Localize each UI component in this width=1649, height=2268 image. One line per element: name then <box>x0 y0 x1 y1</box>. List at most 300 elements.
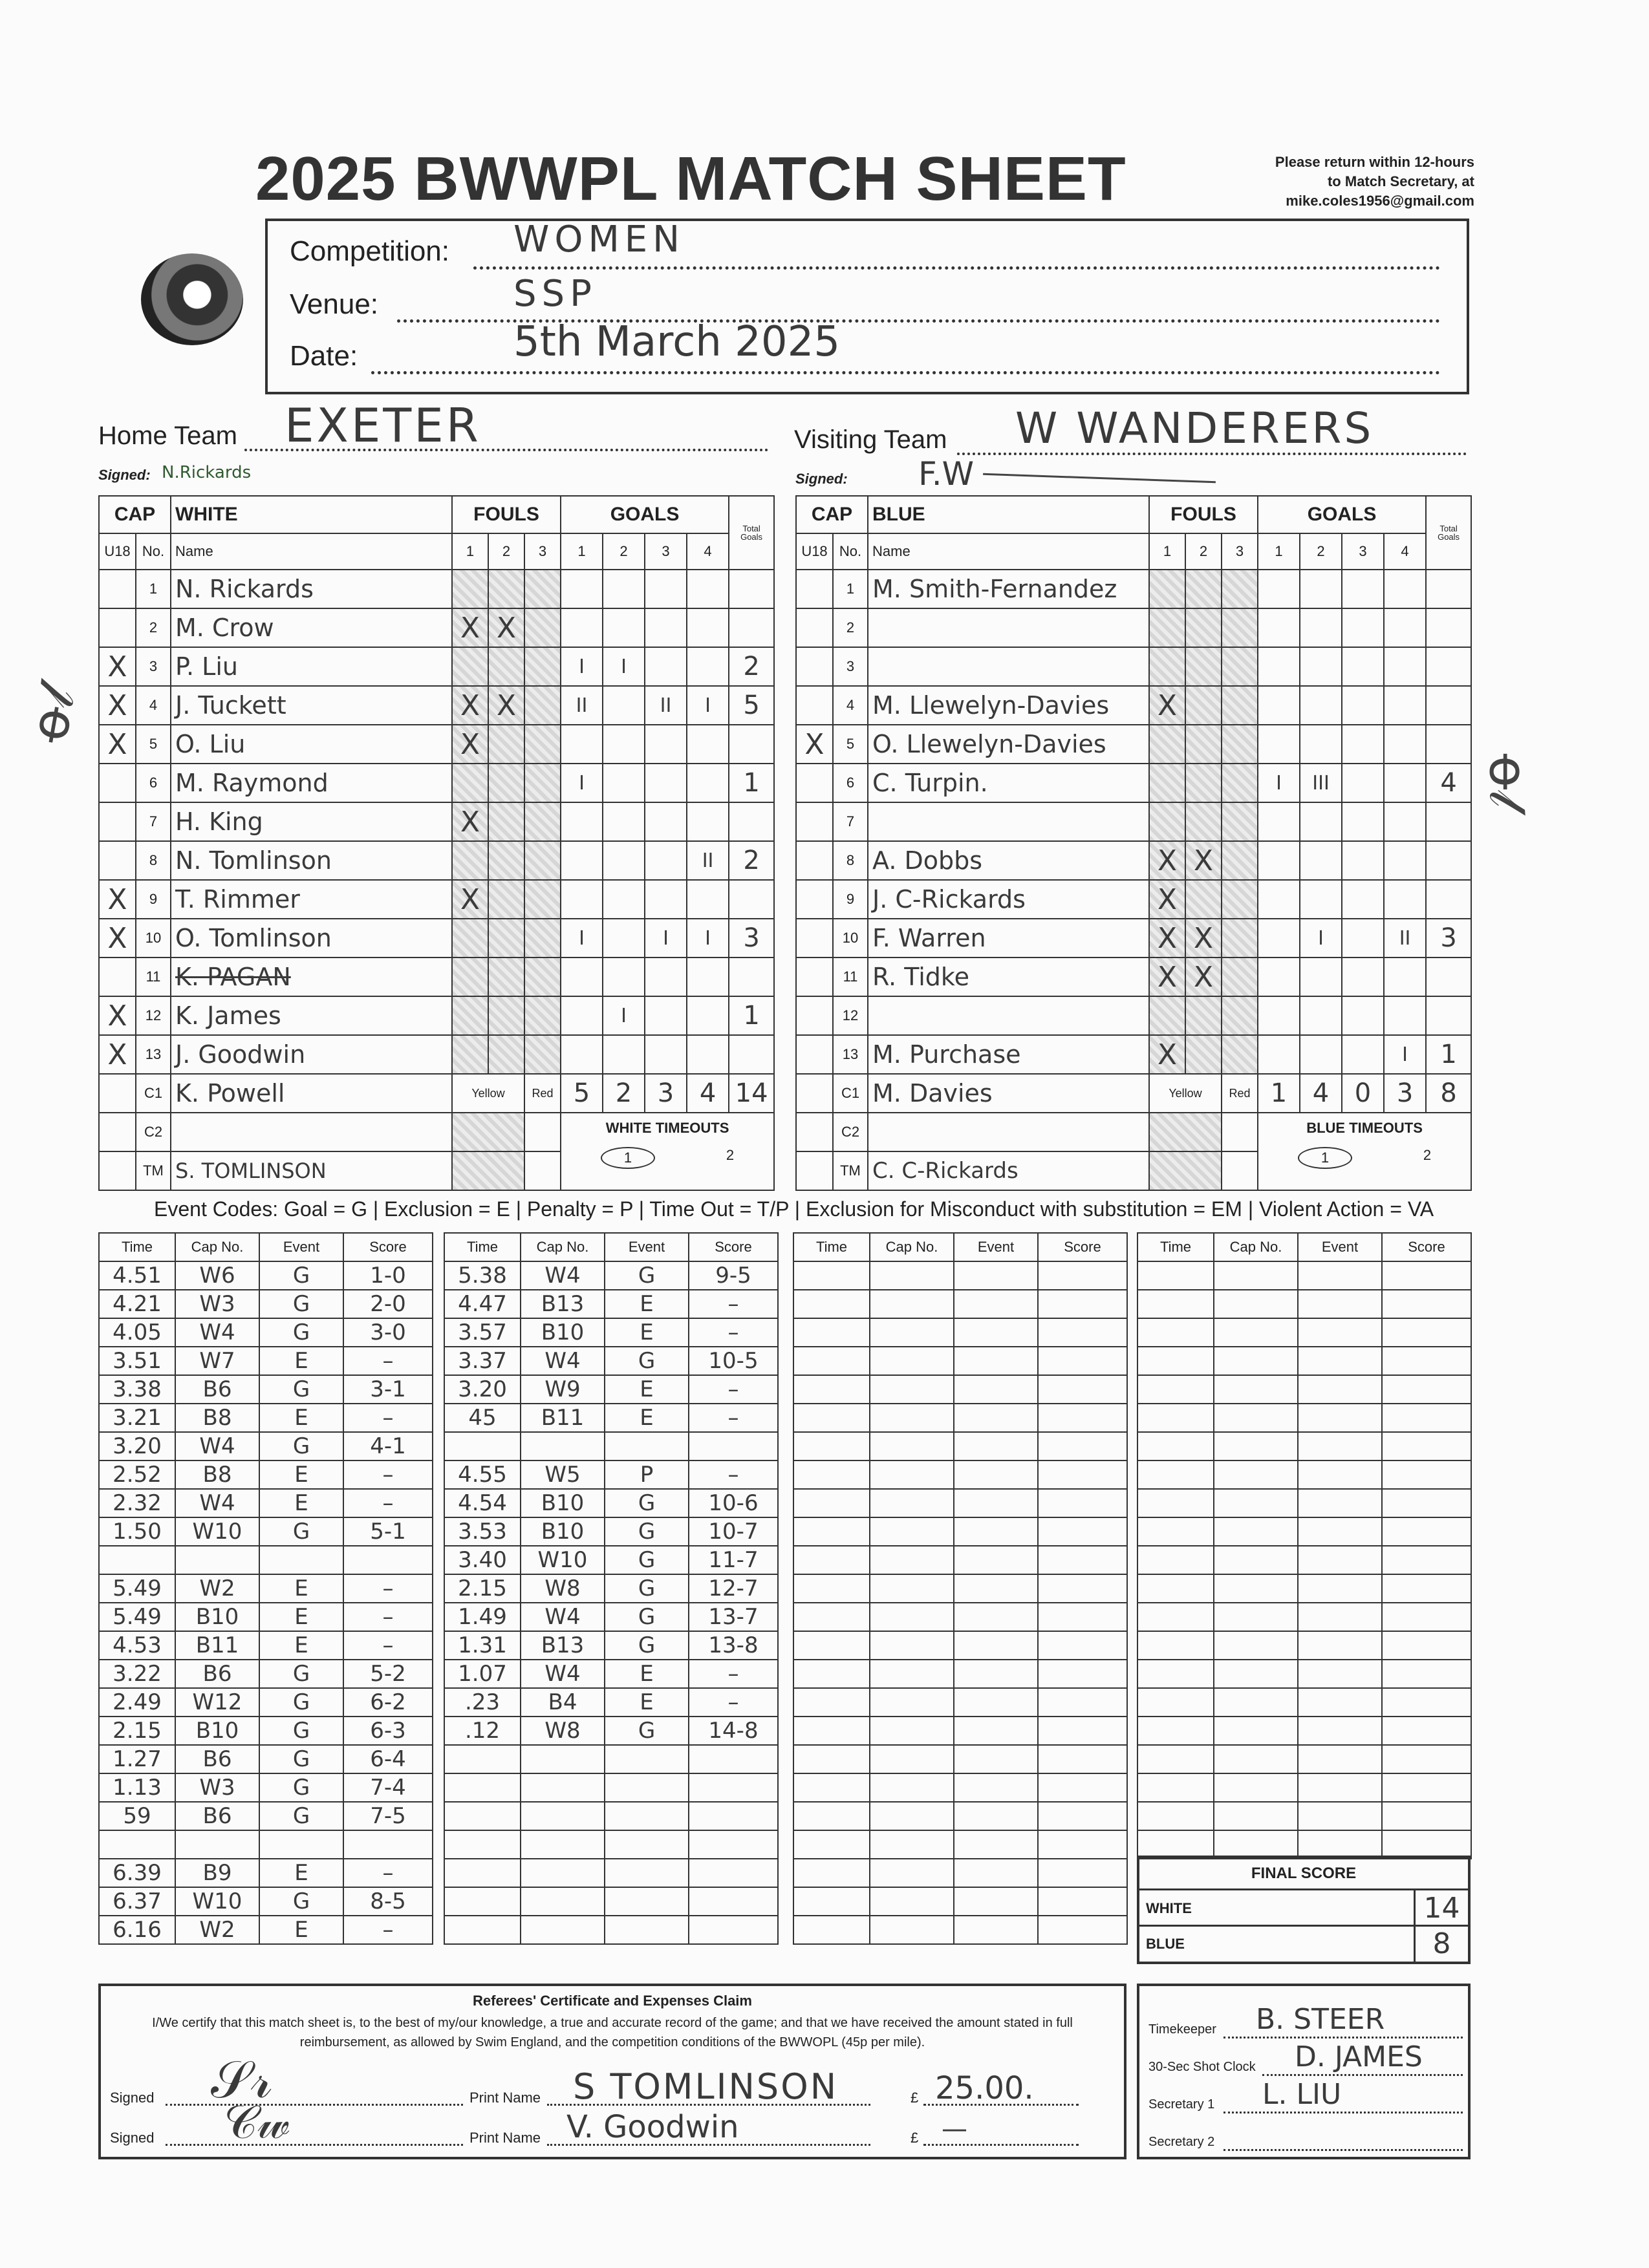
foul-2[interactable]: X <box>1185 919 1222 957</box>
event-code[interactable] <box>605 1745 689 1773</box>
foul-1[interactable] <box>452 919 488 957</box>
event-time[interactable] <box>793 1859 870 1887</box>
foul-3[interactable] <box>1222 764 1258 802</box>
goals-period-4[interactable] <box>687 647 729 686</box>
event-code[interactable]: E <box>605 1375 689 1404</box>
foul-1[interactable]: X <box>1149 957 1185 996</box>
event-score[interactable]: 6-4 <box>343 1745 433 1773</box>
event-time[interactable] <box>1137 1318 1214 1347</box>
event-cap-no[interactable] <box>870 1916 954 1944</box>
event-time[interactable]: 2.52 <box>99 1460 175 1489</box>
event-cap-no[interactable]: B11 <box>521 1404 605 1432</box>
event-time[interactable] <box>1137 1688 1214 1717</box>
event-code[interactable] <box>605 1916 689 1944</box>
event-code[interactable]: G <box>605 1546 689 1574</box>
goals-period-1[interactable] <box>1258 841 1300 880</box>
event-score[interactable] <box>1038 1745 1127 1773</box>
event-time[interactable] <box>1137 1830 1214 1859</box>
event-time[interactable] <box>793 1574 870 1603</box>
event-score[interactable]: – <box>343 1631 433 1660</box>
event-cap-no[interactable] <box>870 1290 954 1318</box>
goals-period-4[interactable] <box>1384 686 1426 725</box>
event-cap-no[interactable]: W3 <box>175 1290 259 1318</box>
goals-period-1[interactable] <box>561 1035 603 1074</box>
goals-period-4[interactable] <box>1384 570 1426 608</box>
foul-1[interactable] <box>452 841 488 880</box>
event-code[interactable]: G <box>259 1688 343 1717</box>
goals-period-2[interactable] <box>1300 957 1342 996</box>
foul-1[interactable]: X <box>452 802 488 841</box>
event-cap-no[interactable] <box>1214 1688 1298 1717</box>
event-code[interactable] <box>1298 1489 1382 1517</box>
event-cap-no[interactable] <box>175 1546 259 1574</box>
event-time[interactable]: 4.05 <box>99 1318 175 1347</box>
u18-mark[interactable] <box>99 764 136 802</box>
event-score[interactable] <box>1038 1688 1127 1717</box>
foul-3[interactable] <box>524 725 561 764</box>
goals-period-2[interactable] <box>603 880 645 919</box>
event-score[interactable]: 8-5 <box>343 1887 433 1916</box>
event-time[interactable] <box>1137 1802 1214 1830</box>
player-total-goals[interactable] <box>1426 647 1471 686</box>
event-cap-no[interactable] <box>870 1318 954 1347</box>
white-period-4-total[interactable]: 4 <box>687 1074 729 1113</box>
event-time[interactable] <box>793 1318 870 1347</box>
event-cap-no[interactable]: B13 <box>521 1631 605 1660</box>
event-cap-no[interactable]: W2 <box>175 1916 259 1944</box>
event-time[interactable] <box>444 1887 521 1916</box>
u18-mark[interactable]: X <box>99 996 136 1035</box>
event-score[interactable]: 4-1 <box>343 1432 433 1460</box>
event-code[interactable]: E <box>259 1347 343 1375</box>
home-team-value[interactable]: EXETER <box>285 398 481 453</box>
event-code[interactable]: G <box>605 1517 689 1546</box>
event-code[interactable]: G <box>259 1318 343 1347</box>
event-score[interactable] <box>1382 1574 1471 1603</box>
goals-period-4[interactable]: II <box>687 841 729 880</box>
event-code[interactable] <box>1298 1546 1382 1574</box>
event-score[interactable] <box>1038 1375 1127 1404</box>
foul-3[interactable] <box>524 802 561 841</box>
event-code[interactable] <box>1298 1460 1382 1489</box>
event-cap-no[interactable] <box>870 1261 954 1290</box>
event-score[interactable]: 9-5 <box>689 1261 778 1290</box>
event-code[interactable]: G <box>605 1574 689 1603</box>
event-cap-no[interactable] <box>870 1859 954 1887</box>
event-code[interactable] <box>605 1887 689 1916</box>
player-name[interactable] <box>868 802 1149 841</box>
blue-period-4-total[interactable]: 3 <box>1384 1074 1426 1113</box>
event-time[interactable] <box>1137 1603 1214 1631</box>
event-cap-no[interactable] <box>1214 1404 1298 1432</box>
foul-1[interactable]: X <box>452 880 488 919</box>
u18-mark[interactable] <box>796 802 833 841</box>
player-total-goals[interactable] <box>1426 608 1471 647</box>
event-code[interactable] <box>954 1745 1038 1773</box>
player-total-goals[interactable]: 3 <box>1426 919 1471 957</box>
goals-period-3[interactable] <box>1342 570 1384 608</box>
player-total-goals[interactable]: 2 <box>729 841 774 880</box>
event-score[interactable]: – <box>343 1347 433 1375</box>
event-code[interactable] <box>954 1404 1038 1432</box>
goals-period-1[interactable] <box>561 608 603 647</box>
event-score[interactable]: – <box>343 1404 433 1432</box>
player-name[interactable] <box>868 647 1149 686</box>
event-cap-no[interactable] <box>870 1773 954 1802</box>
event-cap-no[interactable] <box>870 1375 954 1404</box>
goals-period-2[interactable] <box>603 841 645 880</box>
event-cap-no[interactable] <box>1214 1802 1298 1830</box>
event-time[interactable] <box>444 1745 521 1773</box>
event-time[interactable] <box>793 1830 870 1859</box>
foul-2[interactable]: X <box>1185 841 1222 880</box>
event-code[interactable]: E <box>605 1660 689 1688</box>
u18-mark[interactable] <box>796 570 833 608</box>
foul-2[interactable] <box>1185 764 1222 802</box>
event-cap-no[interactable]: W8 <box>521 1574 605 1603</box>
event-cap-no[interactable]: B10 <box>175 1603 259 1631</box>
event-time[interactable] <box>793 1517 870 1546</box>
player-total-goals[interactable] <box>1426 841 1471 880</box>
white-period-3-total[interactable]: 3 <box>645 1074 687 1113</box>
foul-1[interactable] <box>1149 608 1185 647</box>
event-code[interactable] <box>1298 1717 1382 1745</box>
event-score[interactable] <box>689 1830 778 1859</box>
event-time[interactable]: 4.54 <box>444 1489 521 1517</box>
event-cap-no[interactable] <box>870 1717 954 1745</box>
event-time[interactable] <box>793 1660 870 1688</box>
u18-mark[interactable]: X <box>99 725 136 764</box>
goals-period-4[interactable] <box>687 996 729 1035</box>
event-time[interactable] <box>793 1347 870 1375</box>
player-total-goals[interactable] <box>1426 957 1471 996</box>
event-code[interactable] <box>1298 1745 1382 1773</box>
event-score[interactable]: 5-1 <box>343 1517 433 1546</box>
player-name[interactable]: J. Goodwin <box>171 1035 452 1074</box>
event-time[interactable] <box>793 1460 870 1489</box>
event-code[interactable] <box>1298 1631 1382 1660</box>
foul-1[interactable] <box>1149 725 1185 764</box>
foul-3[interactable] <box>524 1035 561 1074</box>
goals-period-4[interactable] <box>1384 996 1426 1035</box>
event-code[interactable] <box>954 1489 1038 1517</box>
goals-period-4[interactable] <box>687 957 729 996</box>
foul-2[interactable] <box>488 802 524 841</box>
event-score[interactable] <box>1382 1717 1471 1745</box>
event-score[interactable] <box>689 1859 778 1887</box>
event-time[interactable]: 4.55 <box>444 1460 521 1489</box>
player-name[interactable]: M. Smith-Fernandez <box>868 570 1149 608</box>
player-name[interactable] <box>868 608 1149 647</box>
event-code[interactable] <box>954 1859 1038 1887</box>
goals-period-2[interactable] <box>603 608 645 647</box>
event-cap-no[interactable] <box>521 1916 605 1944</box>
goals-period-1[interactable]: II <box>561 686 603 725</box>
event-score[interactable] <box>1382 1347 1471 1375</box>
event-code[interactable]: G <box>259 1290 343 1318</box>
u18-mark[interactable] <box>796 919 833 957</box>
event-cap-no[interactable]: B4 <box>521 1688 605 1717</box>
u18-mark[interactable] <box>99 570 136 608</box>
goals-period-2[interactable]: I <box>1300 919 1342 957</box>
event-code[interactable] <box>954 1660 1038 1688</box>
goals-period-1[interactable]: I <box>561 647 603 686</box>
foul-1[interactable]: X <box>1149 919 1185 957</box>
event-code[interactable]: E <box>259 1603 343 1631</box>
player-total-goals[interactable] <box>1426 880 1471 919</box>
event-cap-no[interactable]: W10 <box>175 1887 259 1916</box>
event-score[interactable] <box>1382 1802 1471 1830</box>
event-cap-no[interactable] <box>870 1631 954 1660</box>
event-code[interactable] <box>259 1830 343 1859</box>
player-name[interactable]: J. Tuckett <box>171 686 452 725</box>
event-code[interactable]: E <box>259 1631 343 1660</box>
player-name[interactable]: O. Tomlinson <box>171 919 452 957</box>
foul-2[interactable] <box>488 764 524 802</box>
event-time[interactable]: 1.27 <box>99 1745 175 1773</box>
white-timeout-2[interactable]: 2 <box>726 1147 735 1163</box>
event-cap-no[interactable]: W10 <box>521 1546 605 1574</box>
red-card-cell[interactable] <box>1222 1113 1258 1151</box>
foul-2[interactable] <box>488 996 524 1035</box>
foul-2[interactable] <box>1185 1035 1222 1074</box>
goals-period-4[interactable]: I <box>687 686 729 725</box>
event-score[interactable] <box>1038 1318 1127 1347</box>
event-score[interactable] <box>1382 1318 1471 1347</box>
competition-value[interactable]: WOMEN <box>513 219 685 261</box>
foul-3[interactable] <box>1222 880 1258 919</box>
goals-period-4[interactable]: I <box>1384 1035 1426 1074</box>
event-score[interactable] <box>1382 1261 1471 1290</box>
event-cap-no[interactable] <box>1214 1432 1298 1460</box>
event-time[interactable]: 6.39 <box>99 1859 175 1887</box>
event-code[interactable]: E <box>605 1290 689 1318</box>
event-code[interactable] <box>954 1432 1038 1460</box>
event-cap-no[interactable] <box>521 1773 605 1802</box>
player-name[interactable]: M. Crow <box>171 608 452 647</box>
referee-1-amount[interactable]: 25.00. <box>935 2070 1034 2106</box>
event-time[interactable] <box>99 1546 175 1574</box>
event-code[interactable] <box>954 1802 1038 1830</box>
foul-1[interactable] <box>452 957 488 996</box>
player-name[interactable]: O. Llewelyn-Davies <box>868 725 1149 764</box>
event-code[interactable]: G <box>605 1631 689 1660</box>
foul-3[interactable] <box>1222 725 1258 764</box>
event-time[interactable]: 3.20 <box>444 1375 521 1404</box>
event-time[interactable] <box>793 1261 870 1290</box>
event-time[interactable]: 3.57 <box>444 1318 521 1347</box>
event-cap-no[interactable]: B6 <box>175 1802 259 1830</box>
goals-period-2[interactable] <box>1300 725 1342 764</box>
event-code[interactable] <box>1298 1688 1382 1717</box>
event-cap-no[interactable]: W4 <box>521 1261 605 1290</box>
foul-3[interactable] <box>1222 841 1258 880</box>
foul-3[interactable] <box>1222 802 1258 841</box>
event-time[interactable] <box>793 1773 870 1802</box>
event-score[interactable] <box>1038 1802 1127 1830</box>
player-total-goals[interactable]: 1 <box>729 764 774 802</box>
event-cap-no[interactable]: W6 <box>175 1261 259 1290</box>
event-score[interactable] <box>1038 1603 1127 1631</box>
event-cap-no[interactable]: W4 <box>521 1347 605 1375</box>
player-name[interactable]: P. Liu <box>171 647 452 686</box>
event-code[interactable]: G <box>605 1489 689 1517</box>
u18-mark[interactable]: X <box>99 919 136 957</box>
foul-3[interactable] <box>524 996 561 1035</box>
foul-3[interactable] <box>524 764 561 802</box>
goals-period-3[interactable] <box>1342 919 1384 957</box>
event-time[interactable]: 5.49 <box>99 1603 175 1631</box>
event-cap-no[interactable]: W4 <box>175 1432 259 1460</box>
player-name[interactable]: T. Rimmer <box>171 880 452 919</box>
event-cap-no[interactable] <box>1214 1546 1298 1574</box>
event-code[interactable] <box>954 1830 1038 1859</box>
goals-period-1[interactable] <box>1258 802 1300 841</box>
event-code[interactable] <box>954 1574 1038 1603</box>
event-cap-no[interactable]: B6 <box>175 1745 259 1773</box>
goals-period-2[interactable] <box>603 919 645 957</box>
event-time[interactable] <box>793 1489 870 1517</box>
event-score[interactable] <box>1382 1404 1471 1432</box>
player-total-goals[interactable] <box>1426 802 1471 841</box>
event-time[interactable]: 3.51 <box>99 1347 175 1375</box>
foul-2[interactable] <box>1185 802 1222 841</box>
goals-period-2[interactable] <box>1300 570 1342 608</box>
event-score[interactable]: 7-5 <box>343 1802 433 1830</box>
event-time[interactable] <box>793 1432 870 1460</box>
event-code[interactable] <box>954 1261 1038 1290</box>
u18-mark[interactable]: X <box>99 1035 136 1074</box>
goals-period-3[interactable] <box>645 996 687 1035</box>
foul-3[interactable] <box>524 608 561 647</box>
event-time[interactable]: 3.38 <box>99 1375 175 1404</box>
foul-3[interactable] <box>524 841 561 880</box>
event-code[interactable] <box>1298 1603 1382 1631</box>
foul-1[interactable] <box>1149 764 1185 802</box>
event-code[interactable] <box>1298 1290 1382 1318</box>
goals-period-2[interactable] <box>1300 647 1342 686</box>
event-time[interactable] <box>444 1916 521 1944</box>
event-time[interactable] <box>793 1745 870 1773</box>
goals-period-4[interactable] <box>1384 802 1426 841</box>
referee-2-amount[interactable]: — <box>942 2114 967 2144</box>
event-time[interactable]: 3.40 <box>444 1546 521 1574</box>
event-score[interactable]: – <box>343 1460 433 1489</box>
event-score[interactable] <box>689 1802 778 1830</box>
event-score[interactable] <box>1382 1517 1471 1546</box>
player-total-goals[interactable] <box>1426 725 1471 764</box>
event-cap-no[interactable]: B8 <box>175 1404 259 1432</box>
goals-period-1[interactable] <box>1258 686 1300 725</box>
goals-period-4[interactable] <box>1384 957 1426 996</box>
u18-mark[interactable] <box>99 957 136 996</box>
event-cap-no[interactable] <box>1214 1745 1298 1773</box>
foul-1[interactable]: X <box>452 725 488 764</box>
foul-1[interactable]: X <box>1149 841 1185 880</box>
event-time[interactable] <box>793 1290 870 1318</box>
goals-period-3[interactable] <box>1342 802 1384 841</box>
event-cap-no[interactable] <box>870 1830 954 1859</box>
u18-mark[interactable] <box>796 841 833 880</box>
event-score[interactable] <box>1382 1375 1471 1404</box>
foul-3[interactable] <box>524 957 561 996</box>
event-cap-no[interactable]: B10 <box>175 1717 259 1745</box>
foul-2[interactable]: X <box>1185 957 1222 996</box>
event-time[interactable] <box>1137 1546 1214 1574</box>
event-score[interactable]: 10-7 <box>689 1517 778 1546</box>
goals-period-4[interactable] <box>687 570 729 608</box>
event-time[interactable]: 3.37 <box>444 1347 521 1375</box>
event-score[interactable] <box>689 1887 778 1916</box>
event-score[interactable]: 13-7 <box>689 1603 778 1631</box>
goals-period-2[interactable]: I <box>603 647 645 686</box>
blue-period-2-total[interactable]: 4 <box>1300 1074 1342 1113</box>
event-time[interactable]: 2.32 <box>99 1489 175 1517</box>
event-time[interactable]: 6.16 <box>99 1916 175 1944</box>
event-cap-no[interactable]: B10 <box>521 1517 605 1546</box>
u18-mark[interactable] <box>796 647 833 686</box>
event-time[interactable]: 2.15 <box>99 1717 175 1745</box>
event-code[interactable] <box>954 1631 1038 1660</box>
foul-1[interactable] <box>452 570 488 608</box>
event-cap-no[interactable] <box>1214 1631 1298 1660</box>
player-name[interactable] <box>868 996 1149 1035</box>
event-code[interactable] <box>1298 1318 1382 1347</box>
event-score[interactable] <box>1382 1631 1471 1660</box>
event-score[interactable] <box>1382 1688 1471 1717</box>
foul-2[interactable] <box>488 1035 524 1074</box>
event-time[interactable]: .12 <box>444 1717 521 1745</box>
goals-period-3[interactable] <box>1342 725 1384 764</box>
player-total-goals[interactable]: 2 <box>729 647 774 686</box>
blue-grand-total[interactable]: 8 <box>1426 1074 1471 1113</box>
foul-1[interactable] <box>452 1035 488 1074</box>
event-time[interactable] <box>1137 1660 1214 1688</box>
c1-name[interactable]: M. Davies <box>868 1074 1149 1113</box>
event-cap-no[interactable] <box>1214 1318 1298 1347</box>
event-time[interactable] <box>99 1830 175 1859</box>
event-score[interactable] <box>1382 1546 1471 1574</box>
event-score[interactable] <box>1038 1261 1127 1290</box>
event-time[interactable] <box>1137 1347 1214 1375</box>
event-score[interactable] <box>1038 1830 1127 1859</box>
goals-period-3[interactable] <box>645 608 687 647</box>
goals-period-4[interactable] <box>1384 841 1426 880</box>
blue-period-1-total[interactable]: 1 <box>1258 1074 1300 1113</box>
foul-2[interactable] <box>1185 996 1222 1035</box>
goals-period-1[interactable] <box>1258 570 1300 608</box>
goals-period-2[interactable] <box>1300 841 1342 880</box>
foul-1[interactable] <box>1149 570 1185 608</box>
event-score[interactable]: 6-2 <box>343 1688 433 1717</box>
event-time[interactable]: 1.07 <box>444 1660 521 1688</box>
event-score[interactable] <box>1038 1773 1127 1802</box>
goals-period-2[interactable] <box>1300 608 1342 647</box>
goals-period-3[interactable] <box>1342 764 1384 802</box>
event-cap-no[interactable]: B9 <box>175 1859 259 1887</box>
event-cap-no[interactable] <box>1214 1717 1298 1745</box>
event-score[interactable] <box>1038 1432 1127 1460</box>
event-code[interactable] <box>954 1290 1038 1318</box>
event-code[interactable] <box>605 1859 689 1887</box>
event-time[interactable]: 5.38 <box>444 1261 521 1290</box>
event-code[interactable] <box>954 1717 1038 1745</box>
foul-2[interactable] <box>1185 608 1222 647</box>
visiting-team-value[interactable]: W WANDERERS <box>1015 403 1374 453</box>
event-time[interactable] <box>1137 1261 1214 1290</box>
event-cap-no[interactable] <box>175 1830 259 1859</box>
event-code[interactable]: G <box>259 1887 343 1916</box>
